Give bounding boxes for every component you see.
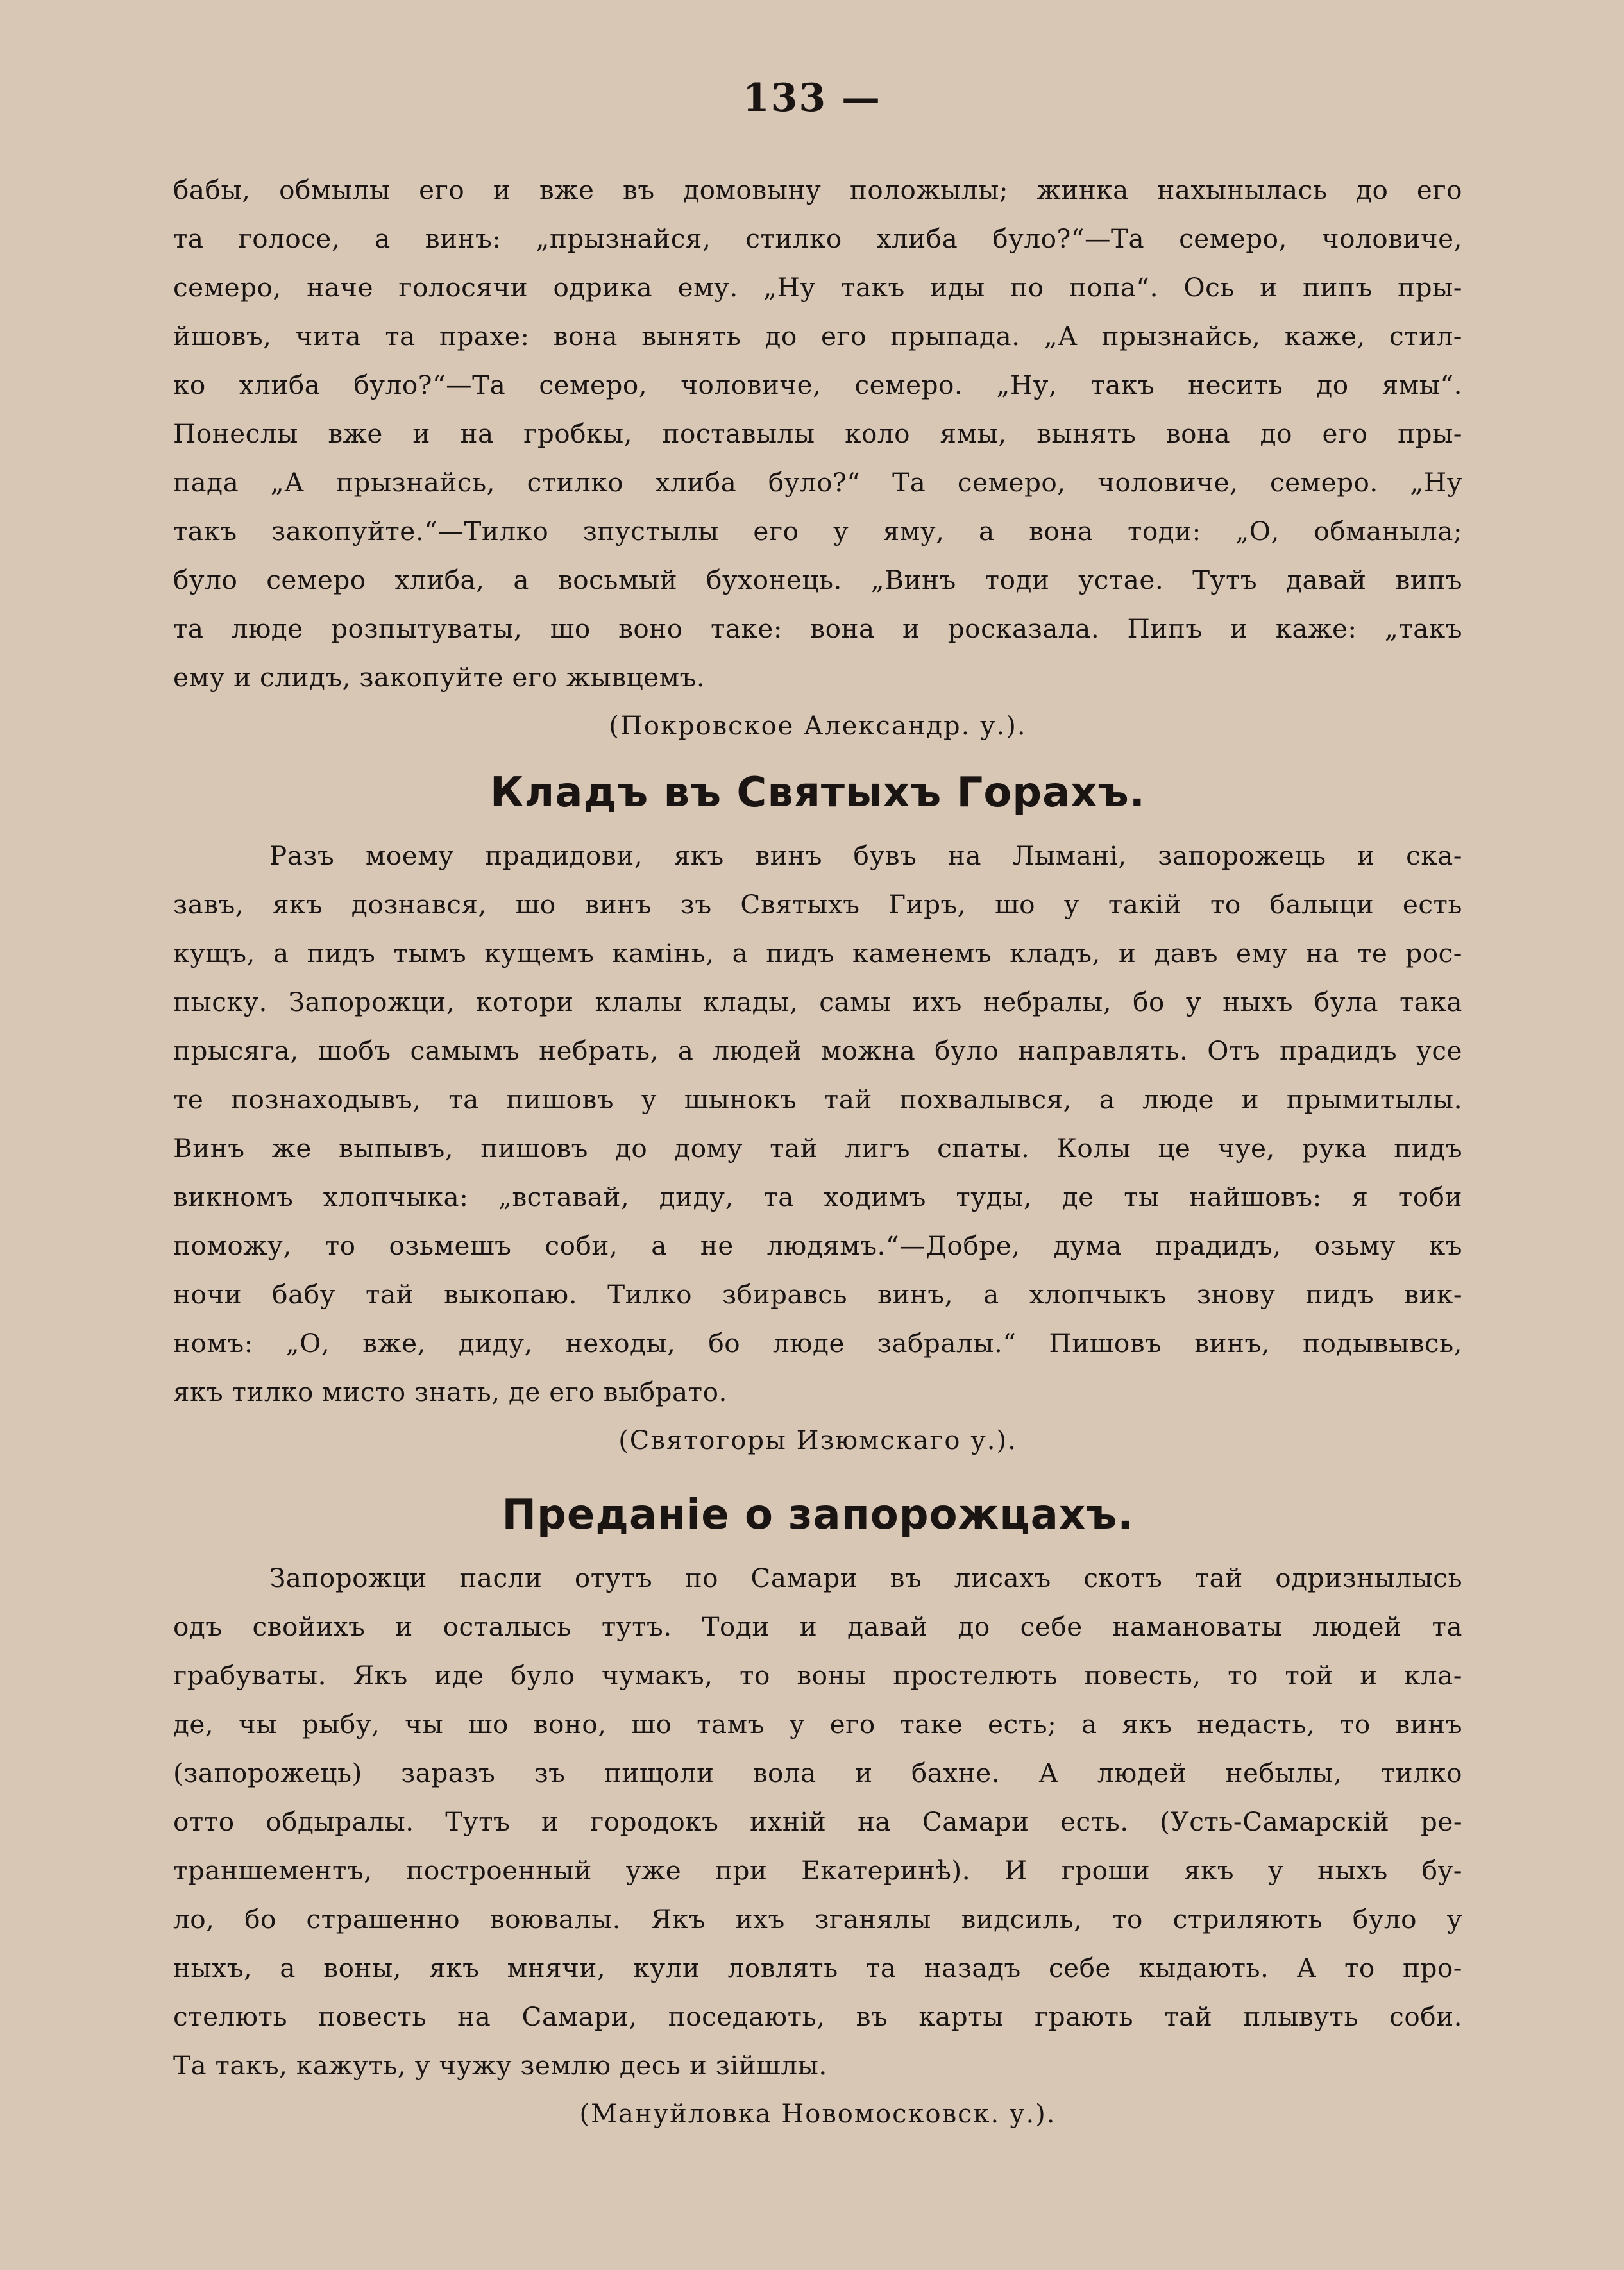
- text-line: семеро, наче голосячи одрика ему. „Ну такъ иды по попа“. Ось и пипъ пры-: [173, 272, 1462, 303]
- text-line: поможу, то озьмешъ соби, а не людямъ.“—Добре, дума прадидъ, озьму къ: [173, 1230, 1462, 1261]
- page-number: 133 —: [742, 76, 882, 121]
- text-line: номъ: „О, вже, диду, неходы, бо люде забралы.“ Пишовъ винъ, подывывсь,: [173, 1328, 1462, 1359]
- text-line: ко хлиба було?“—Та семеро, чоловиче, семеро. „Ну, такъ несить до ямы“.: [173, 369, 1462, 400]
- story-legend: [173, 1477, 1462, 2139]
- text-line: прысяга, шобъ самымъ небрать, а людей можна було направлять. Отъ прадидъ усе: [173, 1035, 1462, 1066]
- text-line: та голосе, а винъ: „прызнайся, стилко хлиба було?“—Та семеро, чоловиче,: [173, 223, 1462, 254]
- text-line: одъ свойихъ и осталысь тутъ. Тоди и давай до себе намановаты людей та: [173, 1611, 1462, 1642]
- text-line: Понеслы вже и на гробкы, поставылы коло ямы, вынять вона до его пры-: [173, 418, 1462, 449]
- text-line: викномъ хлопчыка: „вставай, диду, та ходимъ туды, де ты найшовъ: я тоби: [173, 1182, 1462, 1212]
- text-line: завъ, якъ дознався, шо винъ зъ Святыхъ Гиръ, шо у такiй то балыци есть: [173, 889, 1462, 920]
- text-line: пада „А прызнайсь, стилко хлиба було?“ Та семеро, чоловиче, семеро. „Ну: [173, 467, 1462, 498]
- section-heading: Кладъ въ Святыхъ Горахъ.: [490, 769, 1146, 817]
- text-line: та люде розпытуваты, шо воно таке: вона и росказала. Пипъ и каже: „такъ: [173, 613, 1462, 644]
- text-line: (запорожець) заразъ зъ пищоли вола и бахне. А людей небылы, тилко: [173, 1758, 1462, 1788]
- text-line: Запорожци пасли отутъ по Самари въ лисахъ скотъ тай одризнылысь: [269, 1563, 1462, 1593]
- text-line: ло, бо страшенно воювалы. Якъ ихъ зганялы видсиль, то стриляють було у: [173, 1904, 1462, 1935]
- text-line: траншементъ, построенный уже при Екатеринѣ). И гроши якъ у ныхъ бу-: [173, 1855, 1462, 1886]
- story-continuation: [173, 165, 1462, 750]
- text-line: кущъ, а пидъ тымъ кущемъ камiнь, а пидъ каменемъ кладъ, и давъ ему на те рос-: [173, 938, 1462, 969]
- text-line: грабуваты. Якъ иде було чумакъ, то воны простелють повесть, то той и кла-: [173, 1660, 1462, 1691]
- story-treasure: [173, 754, 1462, 1465]
- section-heading: Преданiе о запорожцахъ.: [502, 1491, 1134, 1539]
- text-line: ныхъ, а воны, якъ мнячи, кули ловлять та назадъ себе кыдають. А то про-: [173, 1952, 1462, 1983]
- text-line: бабы, обмылы его и вже въ домовыну положылы; жинка нахынылась до его: [173, 174, 1462, 205]
- text-line: Та такъ, кажуть, у чужу землю десь и зiйшлы.: [173, 2050, 827, 2081]
- source-note: (Святогоры Изюмскаго у.).: [618, 1426, 1017, 1455]
- text-line: Разъ моему прадидови, якъ винъ бувъ на Лыманi, запорожець и ска-: [269, 840, 1462, 871]
- source-note: (Покровское Александр. у.).: [609, 711, 1027, 741]
- text-line: йшовъ, чита та прахе: вона вынять до его прыпада. „А прызнайсь, каже, стил-: [173, 321, 1462, 352]
- text-line: де, чы рыбу, чы шо воно, шо тамъ у его таке есть; а якъ недасть, то винъ: [173, 1709, 1462, 1740]
- text-line: якъ тилко мисто знать, де его выбрато.: [173, 1376, 727, 1407]
- text-line: ночи бабу тай выкопаю. Тилко збиравсь винъ, а хлопчыкъ знову пидъ вик-: [173, 1279, 1462, 1310]
- text-line: пыску. Запорожци, котори клалы клады, самы ихъ небралы, бо у ныхъ була така: [173, 987, 1462, 1017]
- text-line: стелють повесть на Самари, поседають, въ карты грають тай плывуть соби.: [173, 2001, 1462, 2032]
- text-line: Винъ же выпывъ, пишовъ до дому тай лигъ спаты. Колы це чуе, рука пидъ: [173, 1133, 1462, 1164]
- text-line: те познаходывъ, та пишовъ у шынокъ тай похвалывся, а люде и прымитылы.: [173, 1084, 1462, 1115]
- text-line: такъ закопуйте.“—Тилко зпустылы его у яму, а вона тоди: „О, обманыла;: [173, 516, 1462, 546]
- source-note: (Мануйловка Новомосковск. у.).: [579, 2099, 1056, 2129]
- text-line: було семеро хлиба, а восьмый бухонець. „Винъ тоди устае. Тутъ давай випъ: [173, 564, 1462, 595]
- text-line: отто обдыралы. Тутъ и городокъ ихнiй на Самари есть. (Усть-Самарскiй ре-: [173, 1806, 1462, 1837]
- text-line: ему и слидъ, закопуйте его жывцемъ.: [173, 662, 706, 693]
